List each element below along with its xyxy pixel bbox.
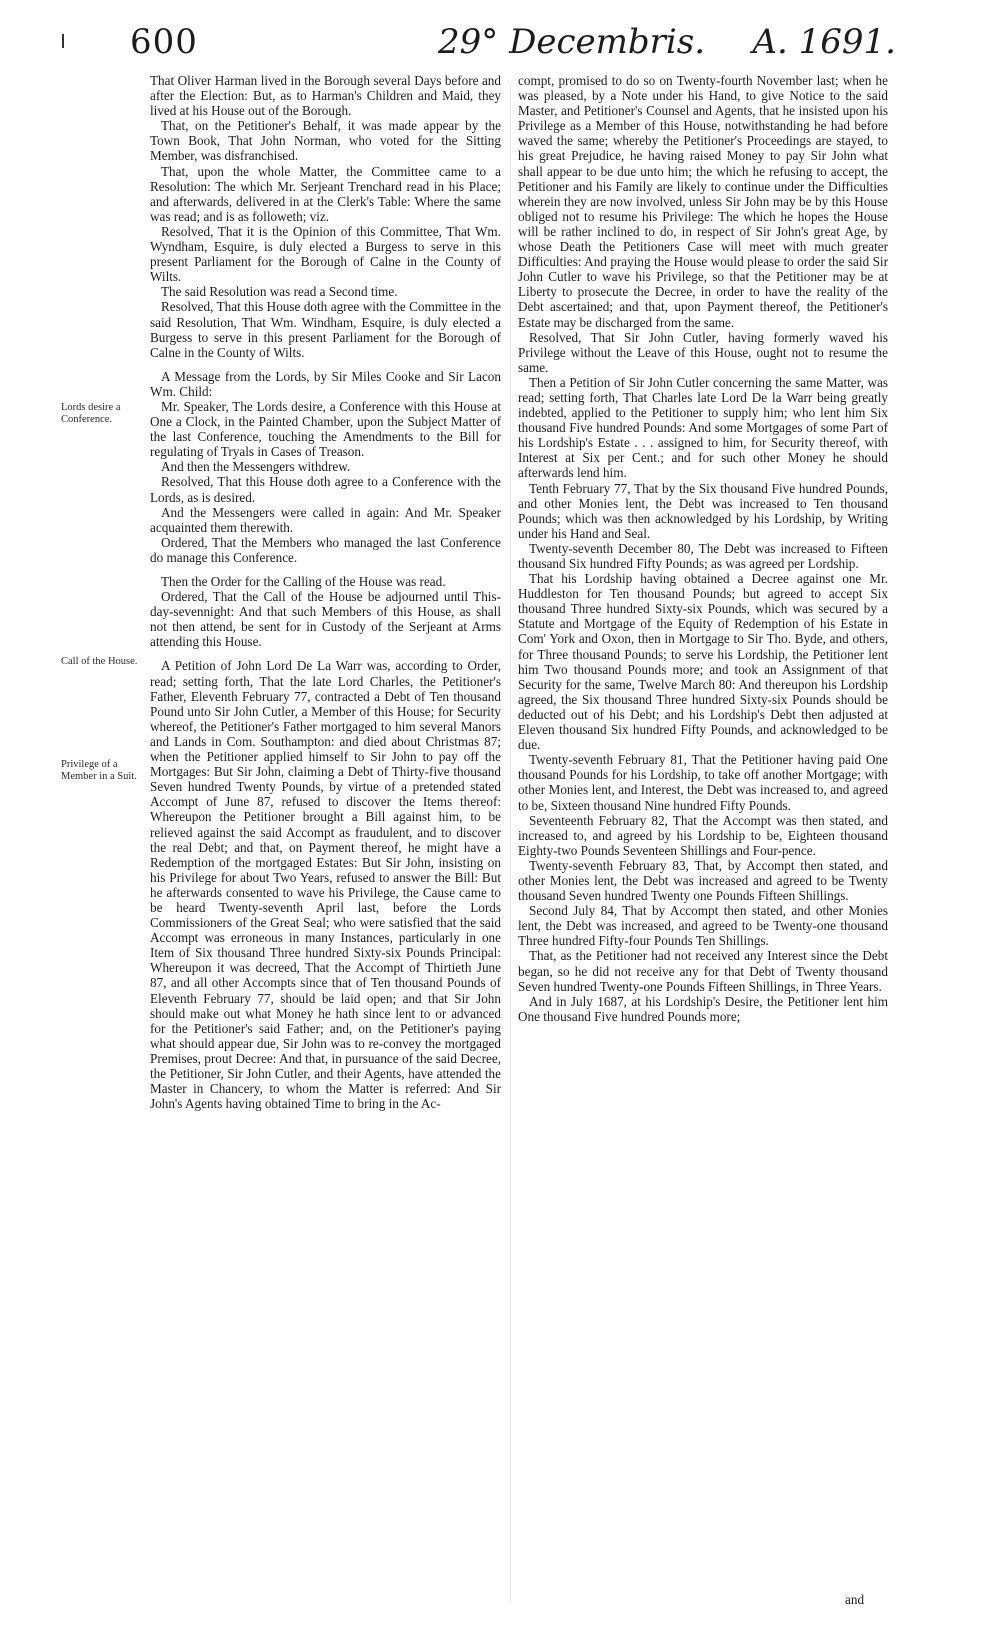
paragraph: compt, promised to do so on Twenty-fourth November last; when he was pleased, by a Note under his Hand, to give Notice to the said Master, and Petitioner's Counsel and Agents, that he insisted upon his Privilege as a Member of this House, notwithstanding he had before waved the same; whereby the Petitioner's Proceedings are stayed, to his great Prejudice, he having raised Money to pay Sir John what shall appear to be due unto him; the which he refusing to accept, the Petitioner and his Family are likely to continue under the Difficulties wherein they are now involved, unless Sir John may be by this House obliged not to resume his Privilege: The which he hopes the House will be rather inclined to do, in respect of Sir John's great Age, by whose Death the Petitioners Case will meet with much greater Difficulties: And praying the House would please to order the said Sir John Cutler to wave his Privilege, so that the Petitioner may be at Liberty to prosecute the Decree, in order to have the reality of the Debt ascertained; and that, upon Payment thereof, the Petitioner's Estate may be discharged from the same. (518, 73, 888, 330)
margin-note-lords-conference: Lords desire a Conference. (61, 402, 121, 425)
paragraph: That, as the Petitioner had not received any Interest since the Debt began, so he did not receive any for that Debt of Twenty thousand Seven hundred Twenty-one Pounds Fifteen Shillings, in Three Years. (518, 948, 888, 994)
left-column (150, 73, 501, 1111)
paragraph: Seventeenth February 82, That the Accompt was then stated, and increased to, and agreed by his Lordship to be, Eighteen thousand Eighty-two Pounds Seventeen Shillings and Four-pence. (518, 812, 888, 858)
paragraph: A Petition of John Lord De La Warr was, according to Order, read; setting forth, That the late Lord Charles, the Petitioner's Father, Eleventh February 77, contracted a Debt of Ten thousand Pound unto Sir John Cutler, a Member of this House; for Security whereof, the Petitioner's Father mortgaged to him several Manors and Lands in Com. Southampton: and died about Christmas 87; when the Petitioner applied himself to Sir John to pay off the Mortgages: But Sir John, claiming a Debt of Thirty-five thousand Seven hundred Twenty Pounds, by virtue of a pretended stated Accompt of June 87, refused to discover the Items thereof: Whereupon the Petitioner brought a Bill against him, to be relieved against the said Accompt as fraudulent, and to discover the real Debt; and that, on Payment thereof, he might have a Redemption of the mortgaged Estates: But Sir John, insisting on his Privilege for about Two Years, refused to answer the Bill: But he afterwards consented to wave his Privilege, the Cause came to be heard Twenty-seventh April last, before the Lords Commissioners of the Great Seal; who were satisfied that the said Accompt was erroneous in many Instances, particularly in one Item of Six thousand Three hundred Sixty-six Pounds Principal: Whereupon it was decreed, That the Accompt of Thirtieth June 87, and all other Accompts since that of Ten thousand Pounds of Eleventh February 77, should be laid open; and that Sir John should make out what Money he hath since lent to or advanced for the Petitioner's said Father; and, on the Petitioner's paying what should appear due, Sir John was to re-convey the mortgaged Premises, prout Decree: And that, in pursuance of the said Decree, the Petitioner, Sir John Cutler, and their Agents, have attended the Master in Chancery, to whom the Matter is referred: And Sir John's Agents having obtained Time to bring in the Ac- (150, 658, 501, 1112)
paragraph: Second July 84, That by Accompt then stated, and other Monies lent, the Debt was increased, and agreed to be Twenty-one thousand Three hundred Fifty-four Pounds Ten Shillings. (518, 903, 888, 949)
page-number: 600 (130, 22, 198, 62)
paragraph: That, upon the whole Matter, the Committee came to a Resolution: The which Mr. Serjeant Trenchard read in his Place; and afterwards, delivered in at the Clerk's Table: Where the same was read; and is as followeth; viz. (150, 163, 501, 224)
paragraph: Twenty-seventh February 81, That the Petitioner having paid One thousand Pounds for his Lordship, to take off another Mortgage; with other Monies lent, and Interest, the Debt was increased to, and agreed to be, Sixteen thousand Nine hundred Fifty Pounds. (518, 752, 888, 813)
paragraph: Twenty-seventh February 83, That, by Accompt then stated, and other Monies lent, the Debt was increased and agreed to be Twenty thousand Seven hundred Twenty one Pounds Fifteen Shillings. (518, 857, 888, 904)
page-header (118, 22, 896, 68)
paragraph: A Message from the Lords, by Sir Miles Cooke and Sir Lacon Wm. Child: (150, 368, 501, 399)
paragraph: And in July 1687, at his Lordship's Desire, the Petitioner lent him One thousand Five hundred Pounds more; (518, 993, 888, 1024)
paragraph: And the Messengers were called in again: And Mr. Speaker acquainted them therewith. (150, 504, 501, 535)
paragraph: Ordered, That the Call of the House be adjourned until This-day-sevennight: And that such Members of this House, as shall not then attend, be sent for in Custody of the Serjeant at Arms attending this House. (150, 589, 501, 650)
column-gutter (510, 82, 511, 1602)
paragraph: Resolved, That this House doth agree with the Committee in the said Resolution, That Wm. Windham, Esquire, is duly elected a Burgess to serve in this present Parliament for the Borough of Calne in the County of Wilts. (150, 299, 501, 360)
margin-tick (62, 34, 64, 48)
margin-note-call-of-house: Call of the House. (61, 656, 138, 667)
paragraph: That, on the Petitioner's Behalf, it was made appear by the Town Book, That John Norman, who voted for the Sitting Member, was disfranchised. (150, 118, 501, 164)
margin-note-privilege: Privilege of a Member in a Suit. (61, 759, 137, 782)
paragraph: Ordered, That the Members who managed the last Conference do manage this Conference. (150, 534, 501, 565)
paragraph: Then a Petition of Sir John Cutler concerning the same Matter, was read; setting forth, That Charles late Lord De la Warr being greatly indebted, applied to the Petitioner to supply him; who lent him Six thousand Five hundred Pounds: And some Mortgages of some Part of his Lordship's Estate . . . assigned to him, for Security thereof, with Interest at Six per Cent.; and for such other Money he should afterwards lend him. (518, 374, 888, 481)
paragraph: Twenty-seventh December 80, The Debt was increased to Fifteen thousand Six hundred Fifty Pounds; as was agreed per Lordship. (518, 540, 888, 571)
paragraph: Tenth February 77, That by the Six thousand Five hundred Pounds, and other Monies lent, the Debt was increased to Ten thousand Pounds; which was then acknowledged by his Lordship, by Writing under his Hand and Seal. (518, 480, 888, 541)
paragraph: That Oliver Harman lived in the Borough several Days before and after the Election: But, as to Harman's Children and Maid, they lived at his House out of the Borough. (150, 73, 501, 119)
paragraph: Then the Order for the Calling of the House was read. (161, 574, 446, 589)
paragraph: Resolved, That this House doth agree to a Conference with the Lords, as is desired. (150, 474, 501, 505)
paragraph: That his Lordship having obtained a Decree against one Mr. Huddleston for Ten thousand Pounds; but agreed to accept Six thousand Three hundred Sixty-six Pounds, which was secured by a Statute and Mortgage of the Equity of Redemption of his Estate in Com' York and Oxon, then in Mortgage to Sir Tho. Byde, and others, for Three thousand Pounds; to serve his Lordship, the Petitioner lent him Two thousand Pounds more; and took an Assignment of that Security for the same, Twelve March 80: And thereupon his Lordship agreed, the Six thousand Three hundred Sixty-six Pounds should be deducted out of his Debt; and his Lordship's Debt then adjusted at Eleven thousand Six hundred Fifty Pounds, and acknowledged to be due. (518, 571, 888, 753)
catchword: and (845, 1592, 865, 1607)
paragraph: And then the Messengers withdrew. (161, 459, 351, 475)
paragraph: Resolved, That Sir John Cutler, having formerly waved his Privilege without the Leave of this House, ought not to resume the same. (518, 329, 888, 375)
paragraph: The said Resolution was read a Second time. (161, 284, 398, 300)
header-date: 29° Decembris. (438, 22, 706, 62)
paragraph: Mr. Speaker, The Lords desire, a Conference with this House at One a Clock, in the Painted Chamber, upon the Subject Matter of the last Conference, touching the Amendments to the Bill for regulating of Tryals in Cases of Treason. (150, 398, 501, 460)
header-year: A. 1691. (752, 22, 896, 62)
paragraph: Resolved, That it is the Opinion of this Committee, That Wm. Wyndham, Esquire, is duly elected a Burgess to serve in this present Parliament for the Borough of Calne in the County of Wilts. (150, 223, 501, 285)
right-column (518, 73, 888, 1024)
